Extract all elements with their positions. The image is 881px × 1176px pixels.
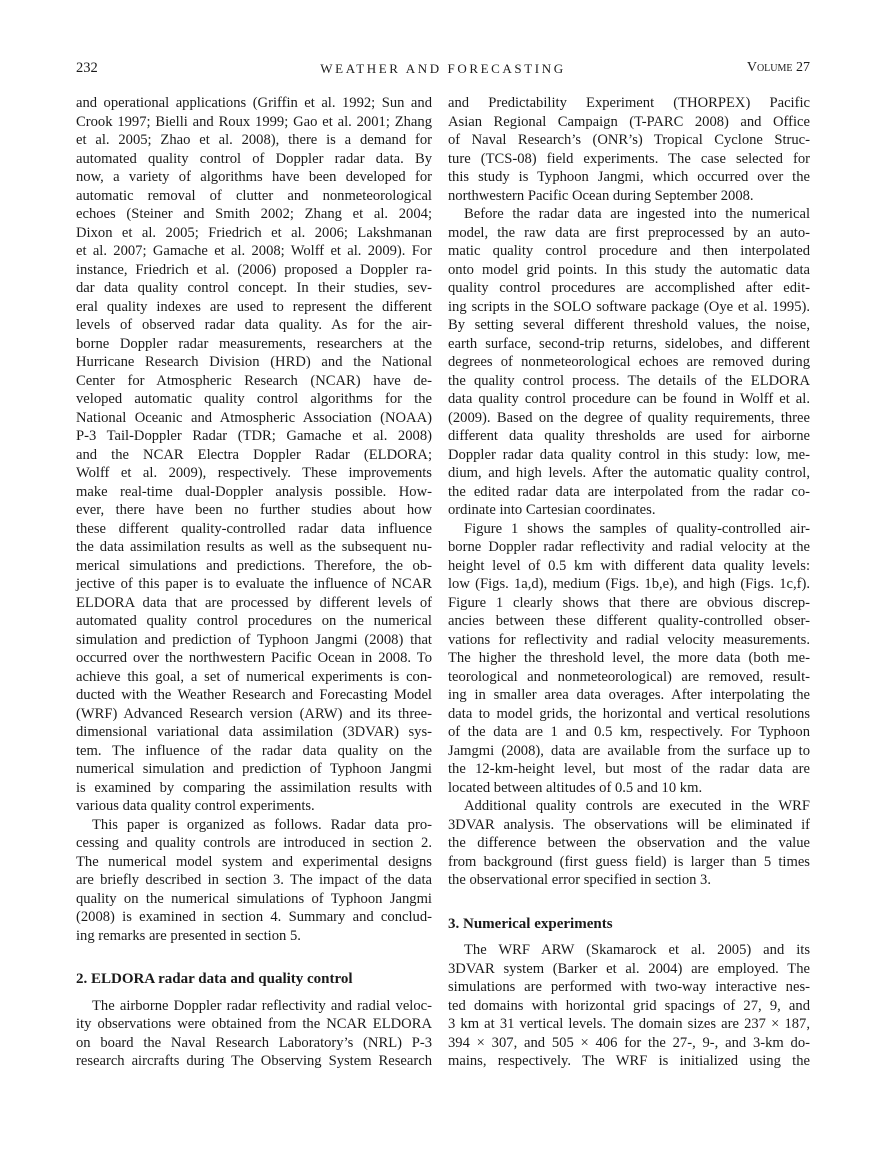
paragraph <box>448 94 810 205</box>
text-line: different data quality thresholds are used for airborne <box>448 428 810 444</box>
text-line: ordinate into Cartesian coordinates. <box>448 502 656 518</box>
text-line: occurred over the northwestern Pacific Ocean in 2008. To <box>76 650 432 666</box>
text-line: model, the raw data are first preprocessed by an auto- <box>448 224 810 241</box>
text-line: now, a variety of algorithms have been developed for <box>76 169 432 185</box>
text-line: The numerical model system and experimental designs <box>76 853 432 870</box>
text-line: the quality control process. The details of the ELDORA <box>448 372 810 389</box>
text-line: ELDORA data that are processed by different levels of <box>76 594 432 611</box>
text-line: research aircrafts during The Observing System Research <box>76 1053 432 1069</box>
text-line: data quality control procedure can be found in Wolff et al. <box>448 391 810 407</box>
paragraph <box>76 816 432 946</box>
section-heading: 3. Numerical experiments <box>448 915 613 932</box>
text-line: Wolff et al. 2009), respectively. These improvements <box>76 465 432 481</box>
text-line: echoes (Steiner and Smith 2002; Zhang et al. 2004; <box>76 206 432 222</box>
text-line: quality on the numerical simulations of Typhoon Jangmi <box>76 890 432 907</box>
text-line: P-3 Tail-Doppler Radar (TDR; Gamache et al. 2008) <box>76 428 432 444</box>
text-line: instance, Friedrich et al. (2006) proposed a Doppler ra- <box>76 261 432 278</box>
paragraph <box>76 94 432 816</box>
text-line: mains, respectively. The WRF is initialized using the <box>448 1053 810 1069</box>
paragraph <box>448 205 810 520</box>
text-line: dar data quality control concept. In their studies, sev- <box>76 280 432 296</box>
text-line: these different quality-controlled radar data influence <box>76 520 432 537</box>
text-line: Hurricane Research Division (HRD) and the National <box>76 354 432 370</box>
text-line: and Predictability Experiment (THORPEX) Pacific <box>448 95 810 111</box>
text-line: ducted with the Weather Research and Forecasting Model <box>76 687 432 703</box>
text-line: ever, there have been no further studies about how <box>76 502 432 518</box>
text-line: northwestern Pacific Ocean during September 2008. <box>448 187 754 204</box>
text-line: Before the radar data are ingested into the numerical <box>464 206 810 222</box>
text-line: By setting several different threshold values, the noise, <box>448 317 810 333</box>
text-line: (2009). Based on the degree of quality requirements, three <box>448 409 810 426</box>
text-line: The higher the threshold level, the more data (both me- <box>448 650 810 666</box>
left-column <box>76 94 432 1071</box>
text-line: jective of this paper is to evaluate the influence of NCAR <box>76 576 432 592</box>
text-line: ing in smaller area data overages. After interpolating the <box>448 687 810 703</box>
text-line: ancies between these different quality-controlled obser- <box>448 613 810 629</box>
paragraph <box>448 941 810 1071</box>
text-line: tem. The influence of the radar data quality on the <box>76 742 432 759</box>
section-heading: 2. ELDORA radar data and quality control <box>76 971 353 987</box>
paragraph <box>448 520 810 798</box>
running-header <box>76 60 810 80</box>
text-line: automatic removal of clutter and nonmeteorological <box>76 187 432 204</box>
text-line: achieve this goal, a set of numerical experiments is con- <box>76 668 432 685</box>
text-line: earth surface, second-trip returns, sidelobes, and different <box>448 335 810 352</box>
text-line: ted domains with horizontal grid spacings of 27, 9, and <box>448 997 810 1014</box>
text-line: the data assimilation results as well as the subsequent nu- <box>76 539 432 555</box>
text-line: ing remarks are presented in section 5. <box>76 927 301 944</box>
text-line: of the data are 1 and 0.5 km, respectively. For Typhoon <box>448 724 810 740</box>
text-line: dium, and high levels. After the automatic quality control, <box>448 465 810 481</box>
text-line: borne Doppler radar reflectivity and radial velocity at the <box>448 539 810 555</box>
text-line: quality control procedures are accomplished after edit- <box>448 280 810 296</box>
text-line: matic quality control procedure and then interpolated <box>448 243 810 259</box>
text-line: height level of 0.5 km with different data quality levels: <box>448 557 810 574</box>
volume-label: Volume 27 <box>746 60 810 75</box>
text-line: et al. 2005; Zhao et al. 2008), there is a demand for <box>76 132 432 148</box>
text-line: this study is Typhoon Jangmi, which occurred over the <box>448 169 810 185</box>
text-line: Jamgmi (2008), data are available from the surface up to <box>448 742 810 759</box>
text-line: Figure 1 clearly shows that there are obvious discrep- <box>448 594 810 611</box>
text-line: ture (TCS-08) field experiments. The case selected for <box>448 150 810 167</box>
text-line: 394 × 307, and 505 × 406 for the 27-, 9-, and 3-km do- <box>448 1034 810 1051</box>
text-line: is examined by comparing the assimilation results with <box>76 779 432 796</box>
right-column <box>448 94 810 1071</box>
journal-title: WEATHER AND FORECASTING <box>320 61 566 76</box>
text-line: the observational error specified in section 3. <box>448 872 712 888</box>
text-line: Asian Regional Campaign (T-PARC 2008) and Office <box>448 113 810 130</box>
text-line: The WRF ARW (Skamarock et al. 2005) and its <box>464 942 810 958</box>
text-line: eral quality indexes are used to represent the different <box>76 298 432 315</box>
text-line: ity observations were obtained from the NCAR ELDORA <box>76 1016 432 1032</box>
text-line: and operational applications (Griffin et al. 1992; Sun and <box>76 95 432 111</box>
text-line: teorological and nonmeteorological) are removed, result- <box>448 668 810 685</box>
text-line: levels of observed radar data quality. As for the air- <box>76 317 432 333</box>
text-line: the difference between the observation and the value <box>448 835 810 851</box>
text-line: onto model grid points. In this study the automatic data <box>448 261 810 278</box>
text-line: located between altitudes of 0.5 and 10 km. <box>448 779 703 796</box>
text-line: and the NCAR Electra Doppler Radar (ELDORA; <box>76 446 432 463</box>
text-line: automated quality control of Doppler radar data. By <box>76 150 432 167</box>
text-line: borne Doppler radar measurements, researchers at the <box>76 335 432 352</box>
page-number: 232 <box>76 60 98 76</box>
text-line: make real-time dual-Doppler analysis possible. How- <box>76 483 432 500</box>
text-line: of Naval Research’s (ONR’s) Tropical Cyclone Struc- <box>448 132 810 148</box>
text-line: cessing and quality controls are introduced in section 2. <box>76 835 432 851</box>
text-line: from background (first guess field) is larger than 5 times <box>448 853 810 870</box>
text-line: Doppler radar data quality control in this study: low, me- <box>448 446 810 463</box>
text-line: This paper is organized as follows. Radar data pro- <box>92 816 432 833</box>
text-line: Dixon et al. 2005; Friedrich et al. 2006; Lakshmanan <box>76 224 432 241</box>
text-line: data to model grids, the horizontal and vertical resolutions <box>448 705 810 722</box>
text-line: low (Figs. 1a,d), medium (Figs. 1b,e), and high (Figs. 1c,f). <box>448 576 810 592</box>
text-line: 3DVAR system (Barker et al. 2004) are employed. The <box>448 960 810 977</box>
text-line: Center for Atmospheric Research (NCAR) have de- <box>76 372 432 389</box>
text-line: ing scripts in the SOLO software package (Oye et al. 1995). <box>448 298 810 315</box>
text-line: numerical simulation and prediction of Typhoon Jangmi <box>76 761 432 777</box>
paragraph <box>448 797 810 890</box>
text-line: on board the Naval Research Laboratory’s (NRL) P-3 <box>76 1034 432 1051</box>
text-line: (WRF) Advanced Research version (ARW) and its three- <box>76 705 432 722</box>
text-line: (2008) is examined in section 4. Summary and conclud- <box>76 909 432 925</box>
text-line: et al. 2007; Gamache et al. 2008; Wolff et al. 2009). For <box>76 243 432 259</box>
text-line: the edited radar data are interpolated from the radar co- <box>448 483 810 500</box>
text-line: Figure 1 shows the samples of quality-controlled air- <box>464 520 810 537</box>
text-line: simulation and prediction of Typhoon Jangmi (2008) that <box>76 631 432 648</box>
text-line: veloped automatic quality control algorithms for the <box>76 391 432 407</box>
text-line: 3DVAR analysis. The observations will be eliminated if <box>448 816 810 833</box>
text-line: are briefly described in section 3. The impact of the data <box>76 872 432 888</box>
text-line: Crook 1997; Bielli and Roux 1999; Gao et al. 2001; Zhang <box>76 113 432 130</box>
text-line: National Oceanic and Atmospheric Association (NOAA) <box>76 409 432 426</box>
text-line: The airborne Doppler radar reflectivity and radial veloc- <box>92 997 432 1014</box>
text-line: degrees of nonmeteorological echoes are removed during <box>448 354 810 370</box>
text-line: 3 km at 31 vertical levels. The domain sizes are 237 × 187, <box>448 1016 810 1032</box>
text-line: the 12-km-height level, but most of the radar data are <box>448 761 810 777</box>
text-line: Additional quality controls are executed in the WRF <box>464 798 810 814</box>
text-line: merical simulations and predictions. Therefore, the ob- <box>76 557 432 574</box>
text-line: dimensional variational data assimilation (3DVAR) sys- <box>76 724 432 740</box>
text-line: simulations are performed with two-way interactive nes- <box>448 979 810 995</box>
text-line: vations for reflectivity and radial velocity measurements. <box>448 631 810 648</box>
text-line: various data quality control experiments. <box>76 798 315 814</box>
text-line: automated quality control procedures on the numerical <box>76 613 432 629</box>
paragraph <box>76 997 432 1071</box>
